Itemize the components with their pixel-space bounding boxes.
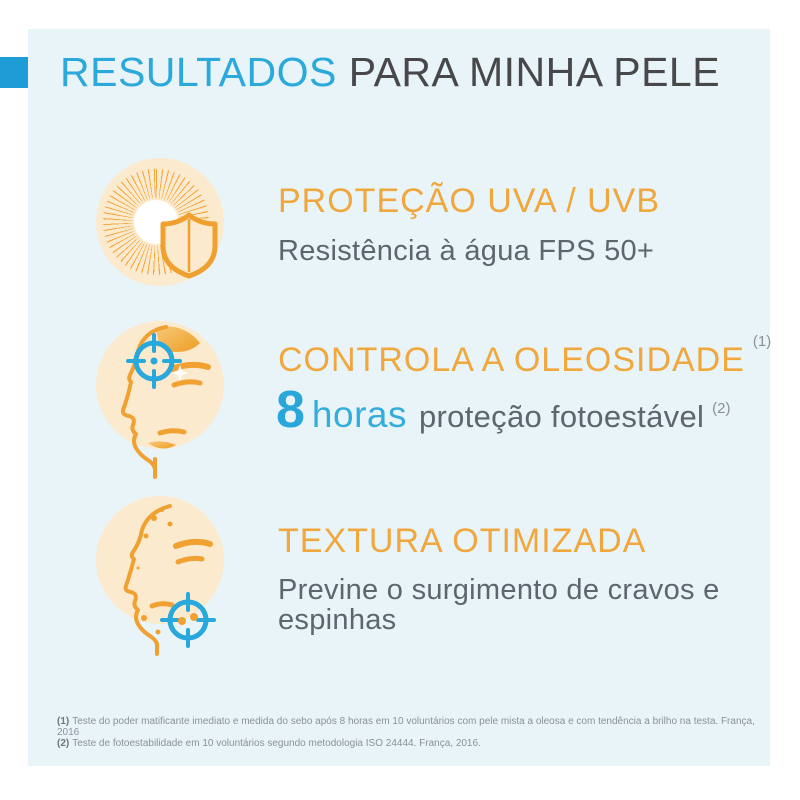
section-1-heading-text: PROTEÇÃO UVA / UVB <box>278 182 661 220</box>
hours-unit: horas <box>311 394 407 435</box>
sun-shield-icon <box>96 158 224 286</box>
section-2-body-note: (2) <box>712 400 731 417</box>
accent-square <box>0 57 28 88</box>
page-title-rest: PARA MINHA PELE <box>336 49 721 95</box>
footnote-2-marker: (2) <box>57 738 70 749</box>
section-1-heading <box>278 184 660 218</box>
target-crosshair-icon <box>162 594 214 646</box>
shield-icon <box>160 212 220 280</box>
section-2-heading <box>278 332 772 379</box>
footnotes <box>57 716 757 749</box>
page-title <box>60 49 721 95</box>
face-profile-icon <box>96 321 224 481</box>
section-2-body-text: proteção fotoestável <box>418 399 705 434</box>
section-3-body: Previne o surgimento de cravos e espinhas <box>278 574 720 636</box>
footnote-1 <box>57 716 757 738</box>
section-1-body: Resistência à água FPS 50+ <box>278 235 655 267</box>
footnote-2 <box>57 738 757 749</box>
target-blemish-dots <box>178 613 198 625</box>
section-3-heading <box>278 524 646 558</box>
section-2-heading-note: (1) <box>752 332 772 350</box>
section-2-highlight-line <box>276 381 731 439</box>
page-title-highlight: RESULTADOS <box>60 49 337 95</box>
face-profile-icon <box>96 496 224 658</box>
face-blemish-target-icon <box>96 496 224 624</box>
section-3-heading-text: TEXTURA OTIMIZADA <box>278 522 647 560</box>
footnote-1-marker: (1) <box>57 716 70 727</box>
section-2-heading-text: CONTROLA A OLEOSIDADE <box>278 341 745 379</box>
footnote-1-text: Teste do poder matificante imediato e medida do sebo após 8 horas em 10 voluntários com pele mista a oleosa e com tendência a brilho na testa. França, 2016 <box>57 716 755 738</box>
face-forehead-target-icon <box>96 321 224 449</box>
footnote-2-text: Teste de fotoestabilidade em 10 voluntários segundo metodologia ISO 24444. França, 2016. <box>72 738 481 749</box>
hours-number: 8 <box>276 381 305 439</box>
